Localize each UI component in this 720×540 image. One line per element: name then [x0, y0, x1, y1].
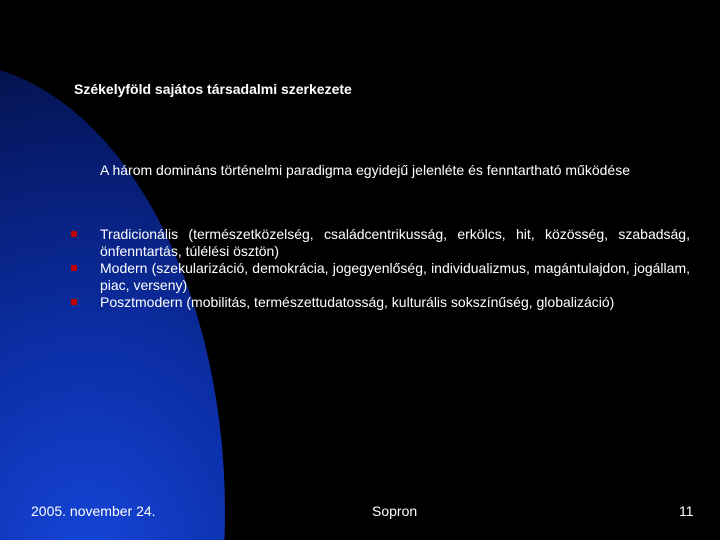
bullet-item-postmodern [100, 294, 690, 311]
bullet-list [100, 226, 690, 311]
intro-text: A három domináns történelmi paradigma egyidejű jelenléte és fenntartható működése [100, 162, 630, 178]
bullet-text: Posztmodern (mobilitás, természettudatosság, kulturális sokszínűség, globalizáció) [100, 294, 615, 310]
bullet-item-traditional [100, 226, 690, 260]
bullet-text: Modern (szekularizáció, demokrácia, jogegyenlőség, individualizmus, magántulajdon, jogállam, piac, verseny) [100, 260, 690, 293]
bullet-square-icon [71, 231, 77, 237]
bullet-text: Tradicionális (természetközelség, családcentrikusság, erkölcs, hit, közösség, szabadság, önfenntartás, túlélési ösztön) [100, 226, 690, 259]
slide-title: Székelyföld sajátos társadalmi szerkezete [74, 81, 352, 97]
bullet-item-modern [100, 260, 690, 294]
footer-date: 2005. november 24. [31, 503, 156, 519]
bullet-square-icon [71, 299, 77, 305]
footer-place: Sopron [372, 503, 418, 519]
footer-page-number: 11 [679, 503, 694, 519]
bullet-square-icon [71, 265, 77, 271]
